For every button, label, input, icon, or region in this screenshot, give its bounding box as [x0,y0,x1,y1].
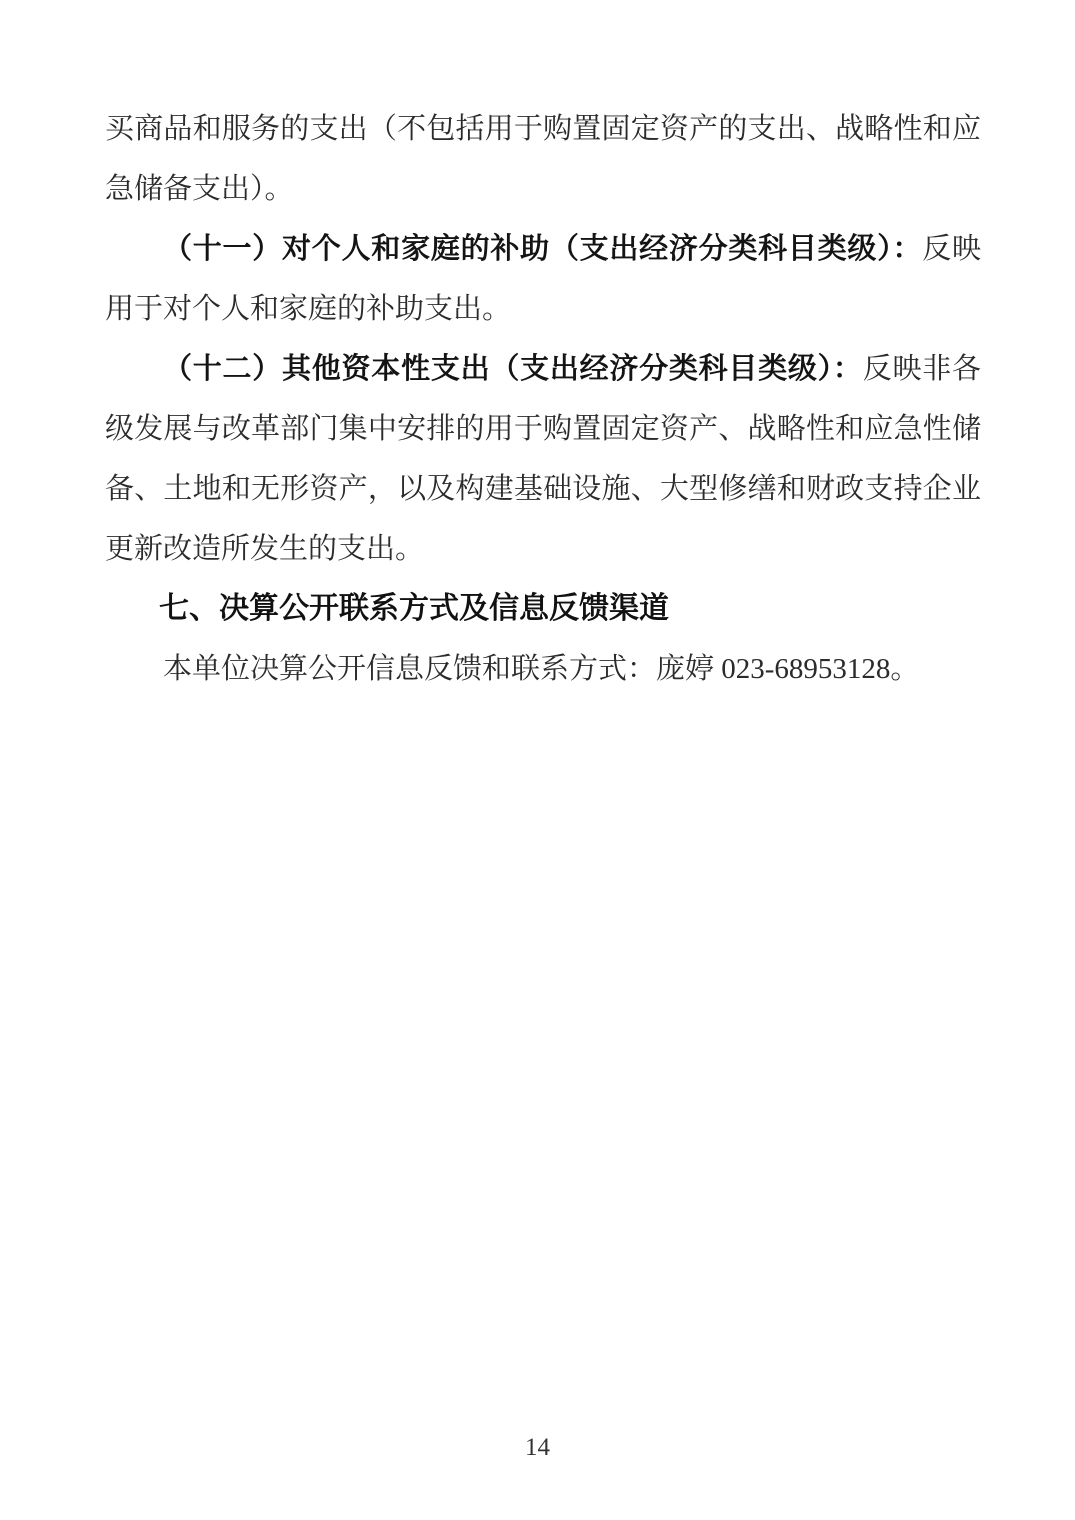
paragraph-goods-services-expense [105,99,981,219]
section-heading: 七、决算公开联系方式及信息反馈渠道 [159,592,669,625]
paragraph-lead: （十一）对个人和家庭的补助（支出经济分类科目类级）： [163,233,923,265]
paragraph-lead: （十二）其他资本性支出（支出经济分类科目类级）： [163,353,863,385]
paragraph-item-eleven [105,219,981,339]
paragraph-contact-info [105,639,981,699]
page-number: 14 [525,1434,550,1461]
paragraph-text: 本单位决算公开信息反馈和联系方式：庞婷 023-68953128。 [163,653,920,685]
document-body [105,99,981,699]
paragraph-text: 反映用于对个人和家庭的补助支出。 [105,233,981,325]
page-footer [0,1434,1075,1462]
paragraph-item-twelve [105,339,981,579]
paragraph-text: 买商品和服务的支出（不包括用于购置固定资产的支出、战略性和应急储备支出）。 [105,113,981,205]
paragraph-text: 反映非各级发展与改革部门集中安排的用于购置固定资产、战略性和应急性储备、土地和无形资产，以及构建基础设施、大型修缮和财政支持企业更新改造所发生的支出。 [105,353,981,565]
